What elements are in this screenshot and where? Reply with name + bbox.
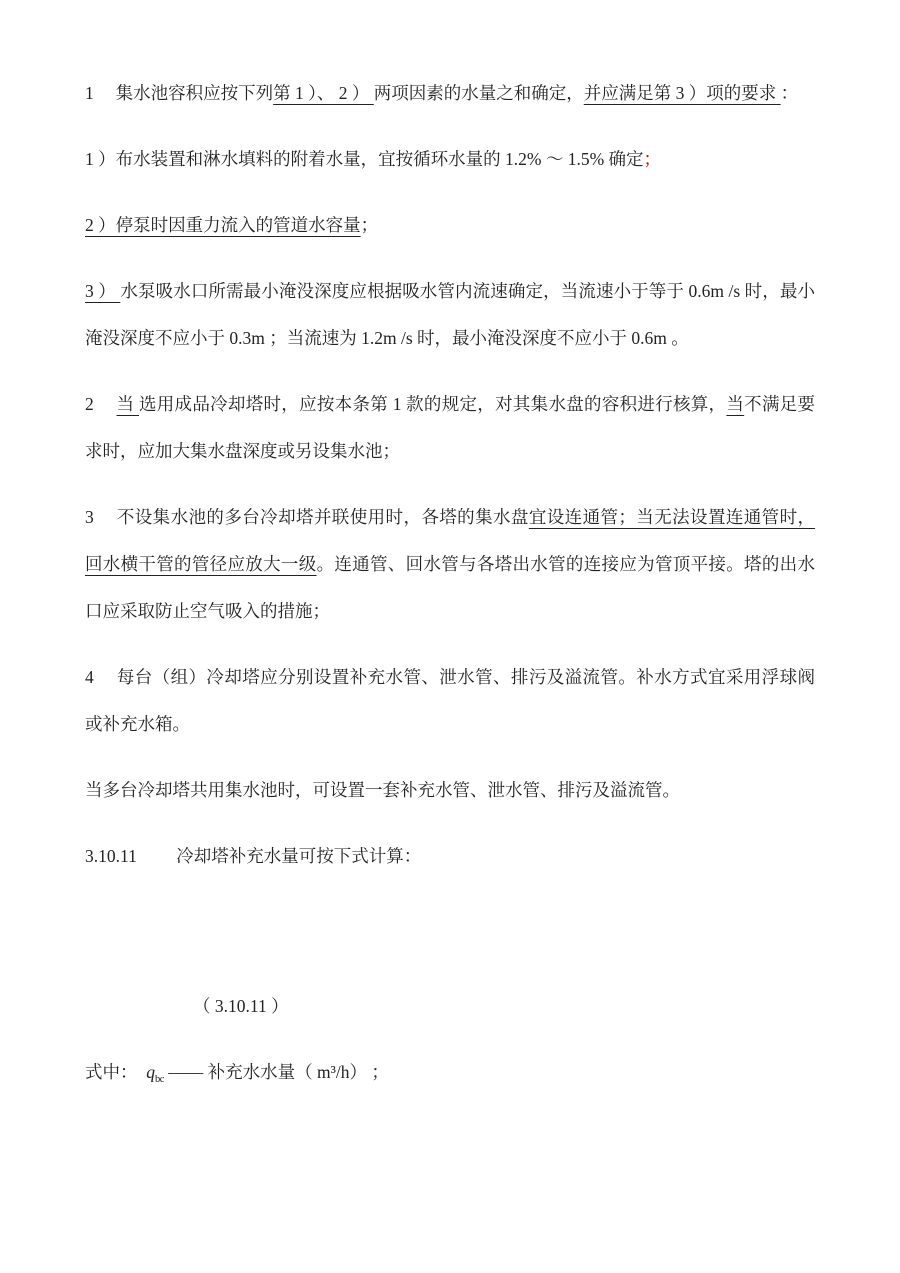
- text-run: ；: [643, 149, 662, 169]
- text-run: 式中：: [85, 1062, 147, 1082]
- text-run: 3.10.11 冷却塔补充水量可按下式计算：: [85, 846, 422, 866]
- text-run: 3 ）: [85, 281, 121, 301]
- text-run: 4 每台（组）冷却塔应分别设置补充水管、泄水管、排污及溢流管。补水方式宜采用浮球阀或补充水箱。: [85, 667, 815, 734]
- text-run: 不满足要求时，应加大集水盘深度或另设集水池；: [85, 394, 816, 461]
- text-run: 1 集水池容积应按下列: [85, 83, 274, 103]
- text-run: 。连通管、回水管与各塔出水管的连接应为管顶平接。塔的出水口应采取防止空气吸入的措施；: [85, 554, 815, 621]
- clause-4: [85, 654, 815, 748]
- section-3-10-11-heading: [85, 833, 815, 880]
- text-run: 1 ）布水装置和淋水填料的附着水量，宜按循环水量的 1.2% ～ 1.5% 确定: [85, 149, 644, 169]
- text-run: 宜设连通管；当无法设置连通管时，回水横干管的管径应放大一级: [85, 507, 816, 574]
- clause-2: [85, 381, 815, 475]
- missing-formula-space: [85, 899, 815, 983]
- text-run: 2: [85, 394, 117, 414]
- item-3: [85, 268, 815, 362]
- formula-number: [85, 983, 815, 1030]
- text-run: 第 1 ）、 2 ）: [273, 83, 374, 103]
- text-run: 当: [726, 394, 745, 414]
- item-1: [85, 136, 815, 183]
- text-run: ；: [360, 215, 379, 235]
- formula-legend: [85, 1049, 815, 1103]
- clause-3: [85, 494, 815, 635]
- text-run: 并应满足第 3 ）项的要求: [583, 83, 781, 103]
- text-run: q: [146, 1062, 155, 1082]
- text-run: 水泵吸水口所需最小淹没深度应根据吸水管内流速确定，当流速小于等于 0.6m /s 时，最小淹没深度不应小于 0.3m ；当流速为 1.2m /s 时，最小淹没深度不应小于 0.6m 。: [85, 281, 816, 348]
- text-run: 2 ）停泵时因重力流入的管道水容量: [85, 215, 361, 235]
- text-run: （ 3.10.11 ）: [193, 996, 289, 1016]
- text-run: 当多台冷却塔共用集水池时，可设置一套补充水管、泄水管、排污及溢流管。: [85, 780, 680, 800]
- text-run: 选用成品冷却塔时，应按本条第 1 款的规定，对其集水盘的容积进行核算，: [138, 394, 727, 414]
- clause-1: [85, 70, 815, 117]
- text-run: ：: [780, 83, 799, 103]
- text-run: bc: [155, 1074, 164, 1085]
- shared-basin-note: [85, 767, 815, 814]
- text-run: —— 补充水水量（ m³/h） ；: [163, 1062, 389, 1082]
- text-run: 3 不设集水池的多台冷却塔并联使用时，各塔的集水盘: [85, 507, 529, 527]
- item-2: [85, 202, 815, 249]
- text-run: 当: [116, 394, 139, 414]
- text-run: 两项因素的水量之和确定，: [373, 83, 584, 103]
